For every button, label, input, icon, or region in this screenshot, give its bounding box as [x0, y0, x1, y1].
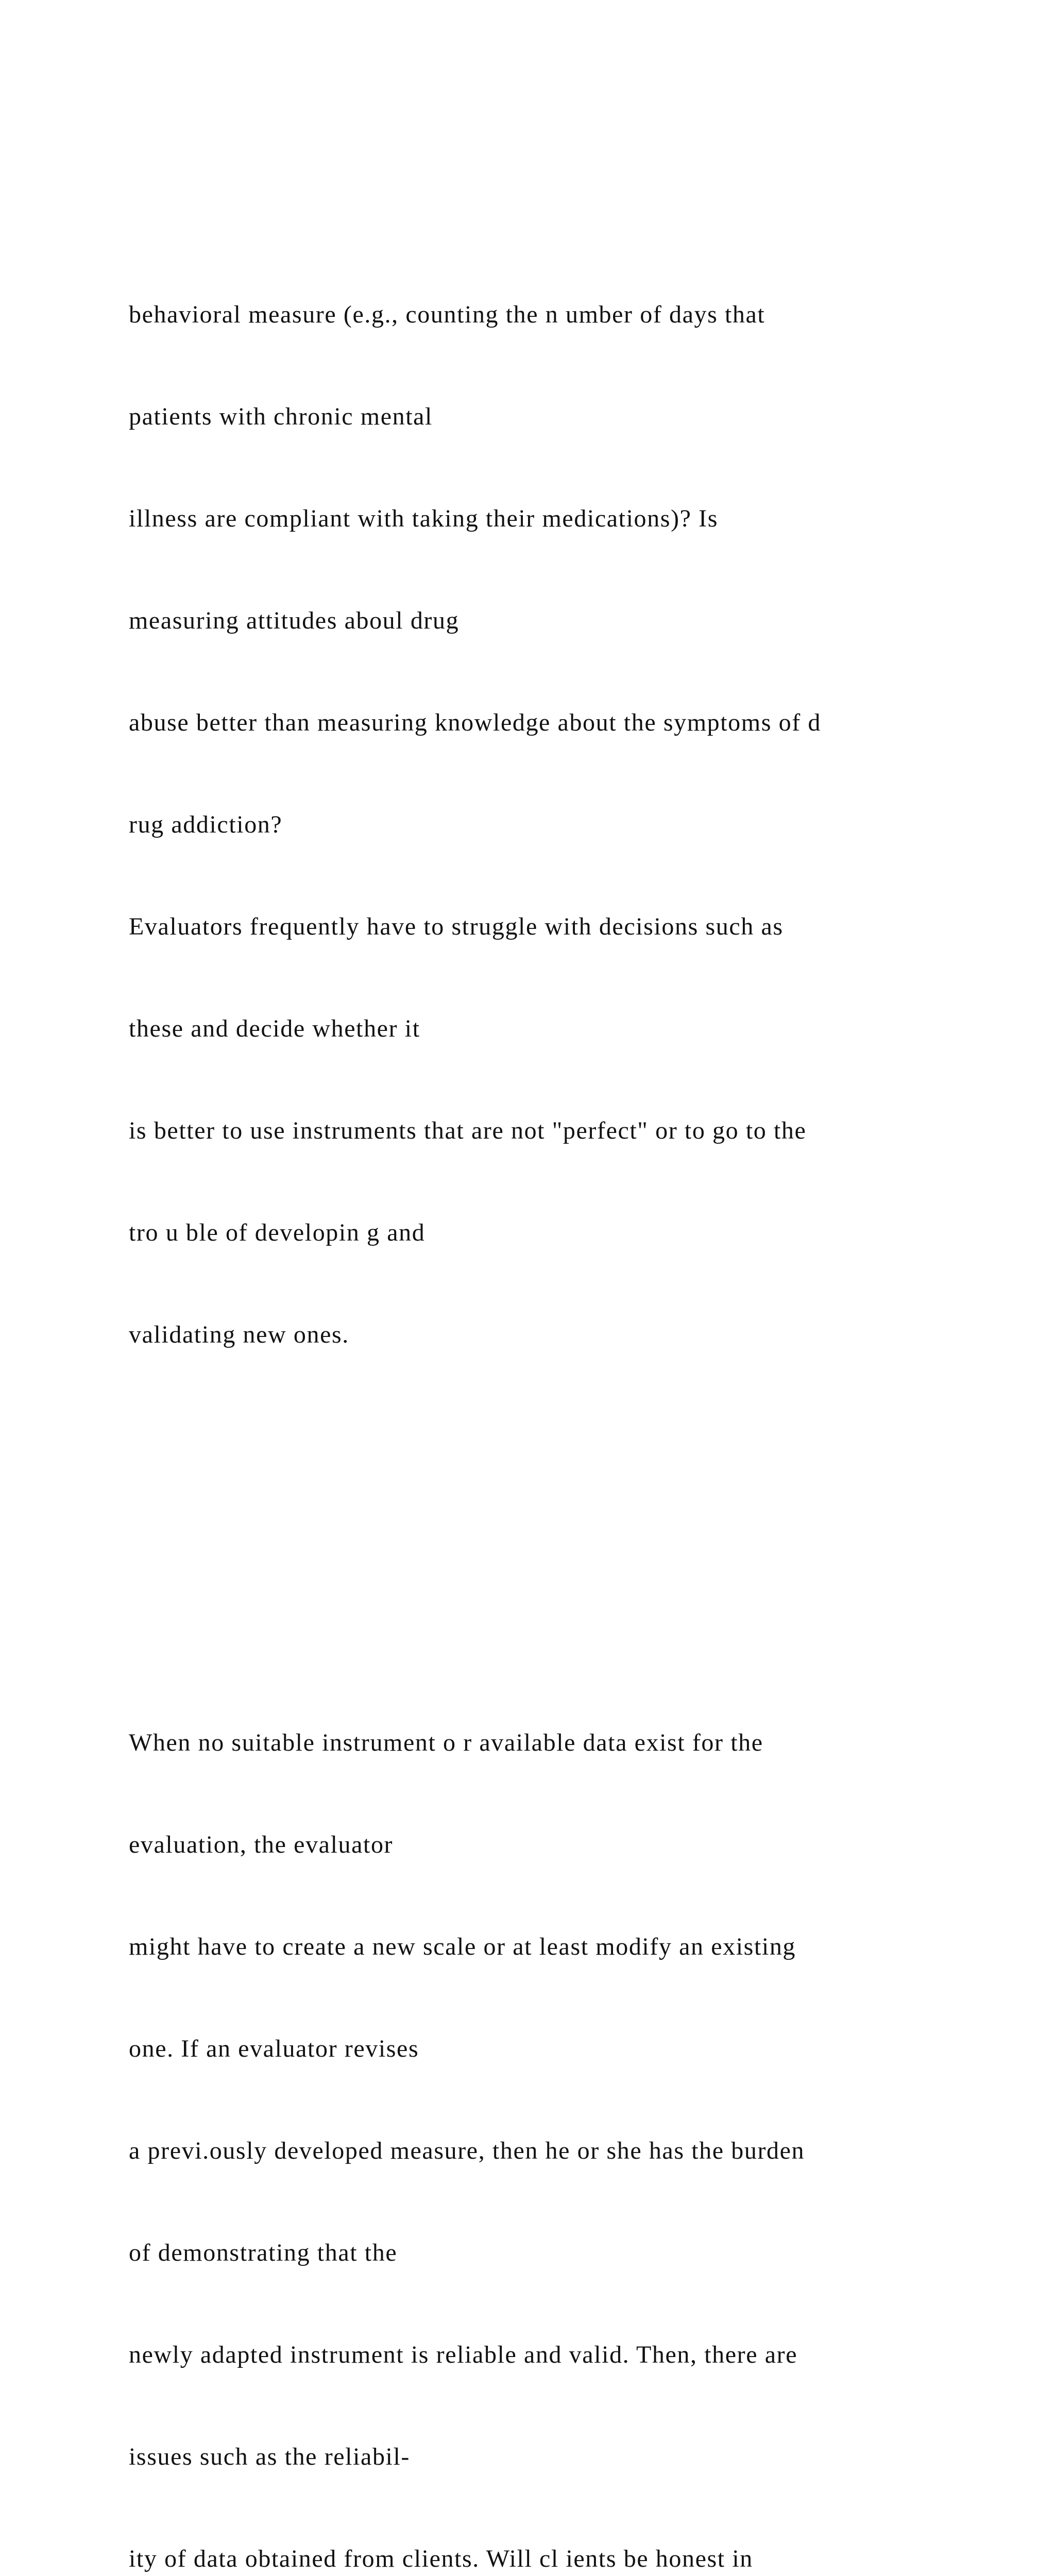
- text-line: abuse better than measuring knowledge about the symptoms of d: [129, 709, 821, 736]
- text-line: patients with chronic mental: [129, 403, 433, 430]
- text-line: is better to use instruments that are not "perfect" or to go to the: [129, 1117, 807, 1144]
- text-line: issues such as the reliabil-: [129, 2443, 411, 2470]
- text-line: rug addiction?: [129, 811, 283, 838]
- text-line: evaluation, the evaluator: [129, 1831, 394, 1858]
- text-line: Evaluators frequently have to struggle with decisions such as: [129, 913, 784, 940]
- paragraph-2: [129, 1658, 1005, 2576]
- paragraph-1: [129, 230, 1005, 1420]
- document-body: [129, 128, 1005, 2576]
- paragraph-gap: [129, 1522, 1005, 1556]
- text-line: newly adapted instrument is reliable and valid. Then, there are: [129, 2341, 798, 2368]
- text-line: behavioral measure (e.g., counting the n umber of days that: [129, 301, 765, 328]
- text-line: these and decide whether it: [129, 1015, 420, 1042]
- text-line: ity of data obtained from clients. Will cl ients be honest in: [129, 2545, 753, 2572]
- text-line: measuring attitudes aboul drug: [129, 607, 460, 634]
- text-line: one. If an evaluator revises: [129, 2035, 419, 2062]
- text-line: validating new ones.: [129, 1321, 349, 1348]
- text-line: might have to create a new scale or at least modify an existing: [129, 1933, 796, 1960]
- text-line: a previ.ously developed measure, then he or she has the burden: [129, 2137, 805, 2164]
- text-line: tro u ble of developin g and: [129, 1219, 426, 1246]
- text-line: When no suitable instrument o r available data exist for the: [129, 1729, 763, 1756]
- text-line: of demonstrating that the: [129, 2239, 398, 2266]
- text-line: illness are compliant with taking their medications)? Is: [129, 505, 718, 532]
